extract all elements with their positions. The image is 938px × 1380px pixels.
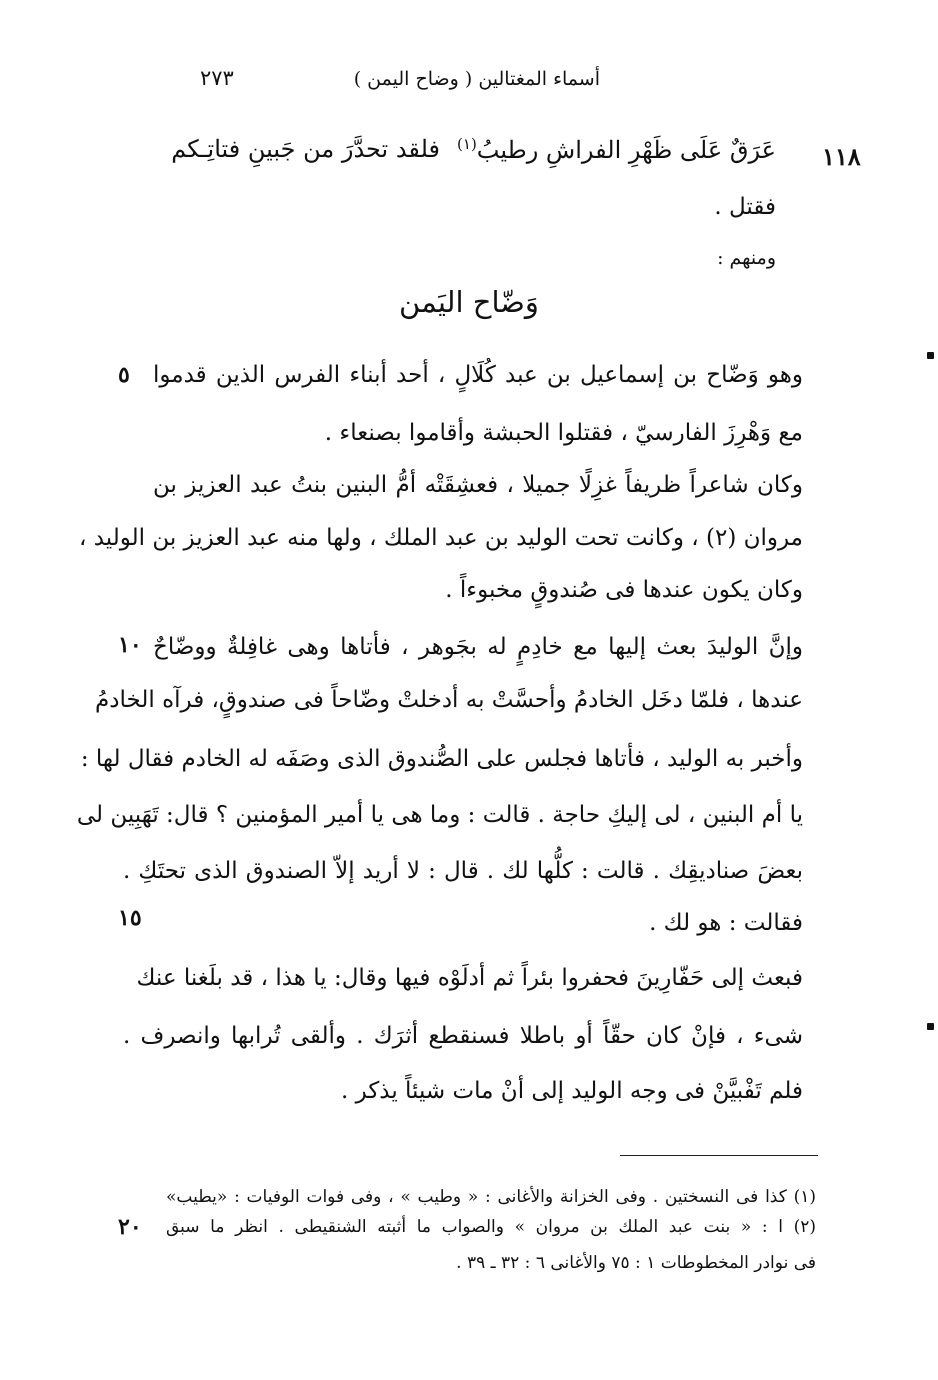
body-line: وكان يكون عندها فى صُندوقٍ مخبوءاً . [445, 577, 803, 603]
body-line [76, 795, 803, 835]
body-line: مع وَهْرِزَ الفارسيّ ، فقتلوا الحبشة وأقاموا بصنعاء . [324, 420, 803, 446]
body-line [136, 958, 803, 998]
body-line [95, 680, 803, 720]
line-number-15: ١٥ [118, 905, 142, 931]
body-line-text: وإنَّ الوليدَ بعث إليها مع خادِمٍ له بجَوهر ، فأتاها وهى غافِلةٌ ووضّاحٌ [153, 634, 803, 660]
body-line: فلم تَفْبيَّنْ فى وجه الوليد إلى أنْ مات شيئاً يذكر . [341, 1078, 803, 1104]
body-line-text: يا أم البنين ، لى إليكِ حاجة . قالت : وما هى يا أمير المؤمنين ؟ قال: تَهَبِين لى [76, 802, 803, 828]
footnote-2-continued: فى نوادر المخطوطات ١ : ٧٥ والأغانى ٦ : ٣٢ ـ ٣٩ . [456, 1253, 816, 1273]
body-line-text: شىء ، فإنْ كان حقّاً أو باطلا فسنقطع أثرَك . وألقى تُرابها وانصرف . [123, 1023, 803, 1049]
line-number-10: ١٠ [118, 632, 142, 658]
footnote-divider [620, 1155, 818, 1156]
body-line [80, 739, 803, 779]
body-line [153, 465, 803, 505]
verse-hemistich-second-text: عَرَقٌ عَلَى ظَهْرِ الفراشِ رطيبُ [476, 136, 776, 164]
body-line-text: وهو وَضّاح بن إسماعيل بن عبد كُلَالٍ ، أحد أبناء الفرس الذين قدموا [153, 362, 803, 388]
footnote-reference-1: (١) [457, 135, 477, 153]
verse-hemistich-first: فلقد تحدَّرَ من جَبينِ فتاتِـكم [171, 135, 440, 163]
footnote-2-text: (٢) ا : « بنت عبد الملك بن مروان » والصواب ما أثبته الشنقيطى . انظر ما سبق [166, 1217, 816, 1237]
verse-number: ١١٨ [822, 142, 861, 171]
scan-mark [927, 352, 934, 359]
scan-mark [927, 1023, 934, 1030]
body-line-text: وكان شاعراً ظريفاً غزِلًا جميلا ، فعشِقَتْه أمُّ البنين بنتُ عبد العزيز بن [153, 472, 803, 498]
body-line: فقالت : هو لك . [649, 910, 803, 936]
body-line [123, 851, 803, 891]
body-line-text: وأخبر به الوليد ، فأتاها فجلس على الصُّندوق الذى وصَفَه له الخادم فقال لها : [80, 746, 803, 772]
page-number: ٢٧٣ [200, 66, 234, 90]
body-line [123, 1016, 803, 1056]
section-heading: وَضّاح اليَمن [399, 285, 539, 319]
body-intro-line: ومنهم : [717, 247, 776, 269]
body-line [153, 627, 803, 667]
verse-hemistich-second [457, 135, 776, 164]
body-line-after-verse: فقتل . [714, 194, 776, 220]
footnote-1 [166, 1183, 816, 1211]
body-line [78, 518, 803, 558]
running-head: أسماء المغتالين ( وضاح اليمن ) [353, 68, 600, 90]
line-number-20: ٢٠ [118, 1214, 142, 1240]
line-number-5: ٥ [118, 362, 130, 388]
body-line-text: فبعث إلى حَفّارِينَ فحفروا بئراً ثم أدلَوْه فيها وقال: يا هذا ، قد بلَغنا عنك [136, 965, 803, 991]
body-line [153, 355, 803, 395]
body-line-text: بعضَ صناديقِك . قالت : كلُّها لك . قال : لا أريد إلاّ الصندوق الذى تحتَكِ . [123, 858, 803, 884]
body-line-text: مروان (٢) ، وكانت تحت الوليد بن عبد الملك ، ولها منه عبد العزيز بن الوليد ، [78, 525, 803, 551]
body-line-text: عندها ، فلمّا دخَل الخادمُ وأحسَّتْ به أدخلتْ وضّاحاً فى صندوقٍ، فرآه الخادمُ [95, 687, 803, 713]
footnote-2 [166, 1213, 816, 1241]
footnote-1-text: (١) كذا فى النسختين . وفى الخزانة والأغانى : « وطيب » ، وفى فوات الوفيات : «يطيب» [166, 1187, 816, 1207]
